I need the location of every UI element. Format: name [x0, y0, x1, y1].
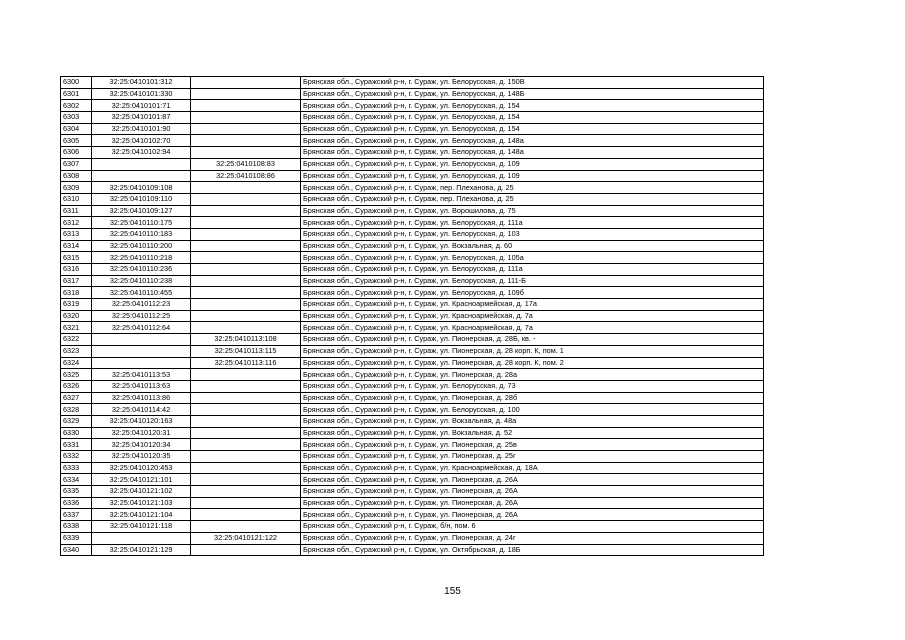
- linked-cadastral-number-cell: [191, 427, 301, 439]
- table-row: [61, 170, 764, 182]
- row-number-cell: 6306: [61, 147, 92, 159]
- row-number-cell: 6331: [61, 439, 92, 451]
- table-row: [61, 240, 764, 252]
- linked-cadastral-number-cell: [191, 369, 301, 381]
- linked-cadastral-number-cell: 32:25:0410113:116: [191, 357, 301, 369]
- cadastral-number-cell: 32:25:0410121:104: [92, 509, 191, 521]
- address-cell: Брянская обл., Суражский р-н, г. Сураж, ул. Белорусская, д. 148а: [301, 135, 764, 147]
- cadastral-number-cell: [92, 158, 191, 170]
- row-number-cell: 6311: [61, 205, 92, 217]
- linked-cadastral-number-cell: [191, 264, 301, 276]
- cadastral-number-cell: 32:25:0410121:129: [92, 544, 191, 556]
- cadastral-number-cell: 32:25:0410101:90: [92, 123, 191, 135]
- table-row: [61, 544, 764, 556]
- address-cell: Брянская обл., Суражский р-н, г. Сураж, ул. Красноармейская, д. 18А: [301, 462, 764, 474]
- cadastral-number-cell: 32:25:0410110:183: [92, 228, 191, 240]
- linked-cadastral-number-cell: [191, 252, 301, 264]
- cadastral-number-cell: 32:25:0410113:53: [92, 369, 191, 381]
- cadastral-number-cell: 32:25:0410121:102: [92, 486, 191, 498]
- address-cell: Брянская обл., Суражский р-н, г. Сураж, ул. Пионерская, д. 26А: [301, 474, 764, 486]
- table-row: [61, 77, 764, 89]
- address-cell: Брянская обл., Суражский р-н, г. Сураж, ул. Пионерская, д. 25г: [301, 451, 764, 463]
- row-number-cell: 6310: [61, 193, 92, 205]
- cadastral-number-cell: 32:25:0410101:330: [92, 88, 191, 100]
- table-row: [61, 439, 764, 451]
- address-cell: Брянская обл., Суражский р-н, г. Сураж, ул. Красноармейская, д. 7а: [301, 322, 764, 334]
- table-row: [61, 264, 764, 276]
- table-row: [61, 228, 764, 240]
- linked-cadastral-number-cell: [191, 228, 301, 240]
- row-number-cell: 6321: [61, 322, 92, 334]
- row-number-cell: 6340: [61, 544, 92, 556]
- table-row: [61, 88, 764, 100]
- linked-cadastral-number-cell: [191, 486, 301, 498]
- table-row: [61, 158, 764, 170]
- table-row: [61, 100, 764, 112]
- row-number-cell: 6313: [61, 228, 92, 240]
- table-row: [61, 217, 764, 229]
- cadastral-number-cell: 32:25:0410102:94: [92, 147, 191, 159]
- cadastral-number-cell: 32:25:0410112:25: [92, 310, 191, 322]
- cadastral-number-cell: 32:25:0410110:455: [92, 287, 191, 299]
- linked-cadastral-number-cell: [191, 392, 301, 404]
- table-row: [61, 357, 764, 369]
- linked-cadastral-number-cell: [191, 380, 301, 392]
- address-cell: Брянская обл., Суражский р-н, г. Сураж, ул. Белорусская, д. 154: [301, 123, 764, 135]
- table-row: [61, 532, 764, 544]
- linked-cadastral-number-cell: [191, 310, 301, 322]
- row-number-cell: 6336: [61, 497, 92, 509]
- linked-cadastral-number-cell: [191, 123, 301, 135]
- address-cell: Брянская обл., Суражский р-н, г. Сураж, ул. Белорусская, д. 73: [301, 380, 764, 392]
- address-cell: Брянская обл., Суражский р-н, г. Сураж, ул. Пионерская, д. 25в: [301, 439, 764, 451]
- row-number-cell: 6332: [61, 451, 92, 463]
- address-cell: Брянская обл., Суражский р-н, г. Сураж, ул. Пионерская, д. 28Б, кв. -: [301, 334, 764, 346]
- linked-cadastral-number-cell: [191, 77, 301, 89]
- row-number-cell: 6305: [61, 135, 92, 147]
- table-row: [61, 474, 764, 486]
- linked-cadastral-number-cell: [191, 240, 301, 252]
- row-number-cell: 6322: [61, 334, 92, 346]
- row-number-cell: 6326: [61, 380, 92, 392]
- address-cell: Брянская обл., Суражский р-н, г. Сураж, пер. Плеханова, д. 25: [301, 193, 764, 205]
- row-number-cell: 6328: [61, 404, 92, 416]
- linked-cadastral-number-cell: [191, 287, 301, 299]
- address-cell: Брянская обл., Суражский р-н, г. Сураж, ул. Белорусская, д. 111а: [301, 217, 764, 229]
- cadastral-number-cell: [92, 334, 191, 346]
- linked-cadastral-number-cell: [191, 439, 301, 451]
- address-cell: Брянская обл., Суражский р-н, г. Сураж, ул. Белорусская, д. 105а: [301, 252, 764, 264]
- cadastral-number-cell: 32:25:0410120:34: [92, 439, 191, 451]
- row-number-cell: 6301: [61, 88, 92, 100]
- table-row: [61, 380, 764, 392]
- address-cell: Брянская обл., Суражский р-н, г. Сураж, ул. Белорусская, д. 154: [301, 100, 764, 112]
- cadastral-number-cell: 32:25:0410101:71: [92, 100, 191, 112]
- cadastral-number-cell: 32:25:0410109:127: [92, 205, 191, 217]
- address-cell: Брянская обл., Суражский р-н, г. Сураж, ул. Белорусская, д. 111-Б: [301, 275, 764, 287]
- linked-cadastral-number-cell: [191, 299, 301, 311]
- cadastral-number-cell: 32:25:0410110:238: [92, 275, 191, 287]
- table-row: [61, 193, 764, 205]
- linked-cadastral-number-cell: [191, 462, 301, 474]
- table-row: [61, 322, 764, 334]
- linked-cadastral-number-cell: [191, 135, 301, 147]
- cadastral-number-cell: 32:25:0410120:35: [92, 451, 191, 463]
- row-number-cell: 6320: [61, 310, 92, 322]
- cadastral-number-cell: 32:25:0410112:23: [92, 299, 191, 311]
- table-row: [61, 521, 764, 533]
- cadastral-number-cell: [92, 532, 191, 544]
- cadastral-number-cell: 32:25:0410110:175: [92, 217, 191, 229]
- address-cell: Брянская обл., Суражский р-н, г. Сураж, ул. Вокзальная, д. 48а: [301, 415, 764, 427]
- linked-cadastral-number-cell: [191, 544, 301, 556]
- row-number-cell: 6308: [61, 170, 92, 182]
- linked-cadastral-number-cell: [191, 182, 301, 194]
- cadastral-number-cell: 32:25:0410101:87: [92, 112, 191, 124]
- cadastral-number-cell: [92, 170, 191, 182]
- row-number-cell: 6300: [61, 77, 92, 89]
- row-number-cell: 6312: [61, 217, 92, 229]
- address-cell: Брянская обл., Суражский р-н, г. Сураж, ул. Белорусская, д. 154: [301, 112, 764, 124]
- row-number-cell: 6302: [61, 100, 92, 112]
- row-number-cell: 6318: [61, 287, 92, 299]
- table-row: [61, 252, 764, 264]
- address-cell: Брянская обл., Суражский р-н, г. Сураж, ул. Красноармейская, д. 17а: [301, 299, 764, 311]
- address-cell: Брянская обл., Суражский р-н, г. Сураж, ул. Белорусская, д. 103: [301, 228, 764, 240]
- cadastral-number-cell: 32:25:0410121:118: [92, 521, 191, 533]
- row-number-cell: 6323: [61, 345, 92, 357]
- table-row: [61, 275, 764, 287]
- row-number-cell: 6324: [61, 357, 92, 369]
- cadastral-number-cell: 32:25:0410110:200: [92, 240, 191, 252]
- address-cell: Брянская обл., Суражский р-н, г. Сураж, ул. Белорусская, д. 109: [301, 170, 764, 182]
- table-row: [61, 369, 764, 381]
- table-row: [61, 299, 764, 311]
- linked-cadastral-number-cell: [191, 193, 301, 205]
- table-row: [61, 451, 764, 463]
- linked-cadastral-number-cell: [191, 205, 301, 217]
- address-cell: Брянская обл., Суражский р-н, г. Сураж, ул. Пионерская, д. 28 корп. К, пом. 2: [301, 357, 764, 369]
- cadastral-number-cell: 32:25:0410109:108: [92, 182, 191, 194]
- cadastral-number-cell: 32:25:0410120:31: [92, 427, 191, 439]
- table-row: [61, 147, 764, 159]
- table-row: [61, 404, 764, 416]
- address-cell: Брянская обл., Суражский р-н, г. Сураж, ул. Белорусская, д. 150В: [301, 77, 764, 89]
- row-number-cell: 6329: [61, 415, 92, 427]
- table-row: [61, 112, 764, 124]
- linked-cadastral-number-cell: 32:25:0410121:122: [191, 532, 301, 544]
- linked-cadastral-number-cell: [191, 322, 301, 334]
- cadastral-number-cell: 32:25:0410102:70: [92, 135, 191, 147]
- row-number-cell: 6307: [61, 158, 92, 170]
- linked-cadastral-number-cell: 32:25:0410113:115: [191, 345, 301, 357]
- table-row: [61, 310, 764, 322]
- linked-cadastral-number-cell: [191, 497, 301, 509]
- address-cell: Брянская обл., Суражский р-н, г. Сураж, ул. Пионерская, д. 26А: [301, 497, 764, 509]
- cadastral-number-cell: [92, 357, 191, 369]
- linked-cadastral-number-cell: [191, 275, 301, 287]
- cadastral-number-cell: 32:25:0410113:63: [92, 380, 191, 392]
- address-cell: Брянская обл., Суражский р-н, г. Сураж, ул. Белорусская, д. 111а: [301, 264, 764, 276]
- address-cell: Брянская обл., Суражский р-н, г. Сураж, ул. Пионерская, д. 24г: [301, 532, 764, 544]
- table-row: [61, 123, 764, 135]
- row-number-cell: 6330: [61, 427, 92, 439]
- cadastral-number-cell: 32:25:0410121:103: [92, 497, 191, 509]
- table-row: [61, 135, 764, 147]
- table-row: [61, 509, 764, 521]
- linked-cadastral-number-cell: [191, 509, 301, 521]
- linked-cadastral-number-cell: [191, 415, 301, 427]
- row-number-cell: 6315: [61, 252, 92, 264]
- address-cell: Брянская обл., Суражский р-н, г. Сураж, ул. Пионерская, д. 28б: [301, 392, 764, 404]
- linked-cadastral-number-cell: [191, 217, 301, 229]
- address-cell: Брянская обл., Суражский р-н, г. Сураж, ул. Пионерская, д. 28 корп. К, пом. 1: [301, 345, 764, 357]
- address-cell: Брянская обл., Суражский р-н, г. Сураж, ул. Красноармейская, д. 7а: [301, 310, 764, 322]
- row-number-cell: 6337: [61, 509, 92, 521]
- linked-cadastral-number-cell: [191, 404, 301, 416]
- table-row: [61, 497, 764, 509]
- cadastral-number-cell: 32:25:0410101:312: [92, 77, 191, 89]
- table-row: [61, 345, 764, 357]
- address-cell: Брянская обл., Суражский р-н, г. Сураж, ул. Белорусская, д. 148Б: [301, 88, 764, 100]
- address-cell: Брянская обл., Суражский р-н, г. Сураж, ул. Пионерская, д. 26А: [301, 486, 764, 498]
- address-cell: Брянская обл., Суражский р-н, г. Сураж, ул. Белорусская, д. 109: [301, 158, 764, 170]
- address-cell: Брянская обл., Суражский р-н, г. Сураж, пер. Плеханова, д. 25: [301, 182, 764, 194]
- address-cell: Брянская обл., Суражский р-н, г. Сураж, б/н, пом. 6: [301, 521, 764, 533]
- table-row: [61, 334, 764, 346]
- address-cell: Брянская обл., Суражский р-н, г. Сураж, ул. Ворошилова, д. 75: [301, 205, 764, 217]
- table-row: [61, 427, 764, 439]
- row-number-cell: 6317: [61, 275, 92, 287]
- cadastral-number-cell: 32:25:0410121:101: [92, 474, 191, 486]
- address-cell: Брянская обл., Суражский р-н, г. Сураж, ул. Белорусская, д. 100: [301, 404, 764, 416]
- row-number-cell: 6325: [61, 369, 92, 381]
- row-number-cell: 6335: [61, 486, 92, 498]
- row-number-cell: 6314: [61, 240, 92, 252]
- cadastral-number-cell: 32:25:0410120:163: [92, 415, 191, 427]
- linked-cadastral-number-cell: 32:25:0410113:108: [191, 334, 301, 346]
- row-number-cell: 6303: [61, 112, 92, 124]
- table-row: [61, 462, 764, 474]
- linked-cadastral-number-cell: [191, 451, 301, 463]
- address-cell: Брянская обл., Суражский р-н, г. Сураж, ул. Октябрьская, д. 18Б: [301, 544, 764, 556]
- cadastral-number-cell: 32:25:0410109:110: [92, 193, 191, 205]
- cadastral-number-cell: 32:25:0410110:236: [92, 264, 191, 276]
- linked-cadastral-number-cell: [191, 100, 301, 112]
- linked-cadastral-number-cell: 32:25:0410108:83: [191, 158, 301, 170]
- cadastral-number-cell: [92, 345, 191, 357]
- cadastral-number-cell: 32:25:0410110:218: [92, 252, 191, 264]
- table-row: [61, 287, 764, 299]
- row-number-cell: 6319: [61, 299, 92, 311]
- table-row: [61, 205, 764, 217]
- page-number: 155: [444, 586, 461, 597]
- cadastral-table: [60, 76, 764, 556]
- linked-cadastral-number-cell: 32:25:0410108:86: [191, 170, 301, 182]
- address-cell: Брянская обл., Суражский р-н, г. Сураж, ул. Вокзальная, д. 60: [301, 240, 764, 252]
- table-row: [61, 486, 764, 498]
- table-row: [61, 182, 764, 194]
- linked-cadastral-number-cell: [191, 474, 301, 486]
- address-cell: Брянская обл., Суражский р-н, г. Сураж, ул. Белорусская, д. 109б: [301, 287, 764, 299]
- row-number-cell: 6316: [61, 264, 92, 276]
- linked-cadastral-number-cell: [191, 147, 301, 159]
- table-row: [61, 392, 764, 404]
- linked-cadastral-number-cell: [191, 521, 301, 533]
- row-number-cell: 6327: [61, 392, 92, 404]
- row-number-cell: 6304: [61, 123, 92, 135]
- cadastral-table-body: [61, 77, 764, 556]
- linked-cadastral-number-cell: [191, 112, 301, 124]
- cadastral-number-cell: 32:25:0410114:42: [92, 404, 191, 416]
- linked-cadastral-number-cell: [191, 88, 301, 100]
- cadastral-number-cell: 32:25:0410113:86: [92, 392, 191, 404]
- address-cell: Брянская обл., Суражский р-н, г. Сураж, ул. Пионерская, д. 28а: [301, 369, 764, 381]
- table-row: [61, 415, 764, 427]
- row-number-cell: 6338: [61, 521, 92, 533]
- row-number-cell: 6309: [61, 182, 92, 194]
- row-number-cell: 6334: [61, 474, 92, 486]
- row-number-cell: 6339: [61, 532, 92, 544]
- address-cell: Брянская обл., Суражский р-н, г. Сураж, ул. Вокзальная, д. 52: [301, 427, 764, 439]
- row-number-cell: 6333: [61, 462, 92, 474]
- address-cell: Брянская обл., Суражский р-н, г. Сураж, ул. Пионерская, д. 26А: [301, 509, 764, 521]
- address-cell: Брянская обл., Суражский р-н, г. Сураж, ул. Белорусская, д. 148а: [301, 147, 764, 159]
- cadastral-number-cell: 32:25:0410120:453: [92, 462, 191, 474]
- cadastral-number-cell: 32:25:0410112:64: [92, 322, 191, 334]
